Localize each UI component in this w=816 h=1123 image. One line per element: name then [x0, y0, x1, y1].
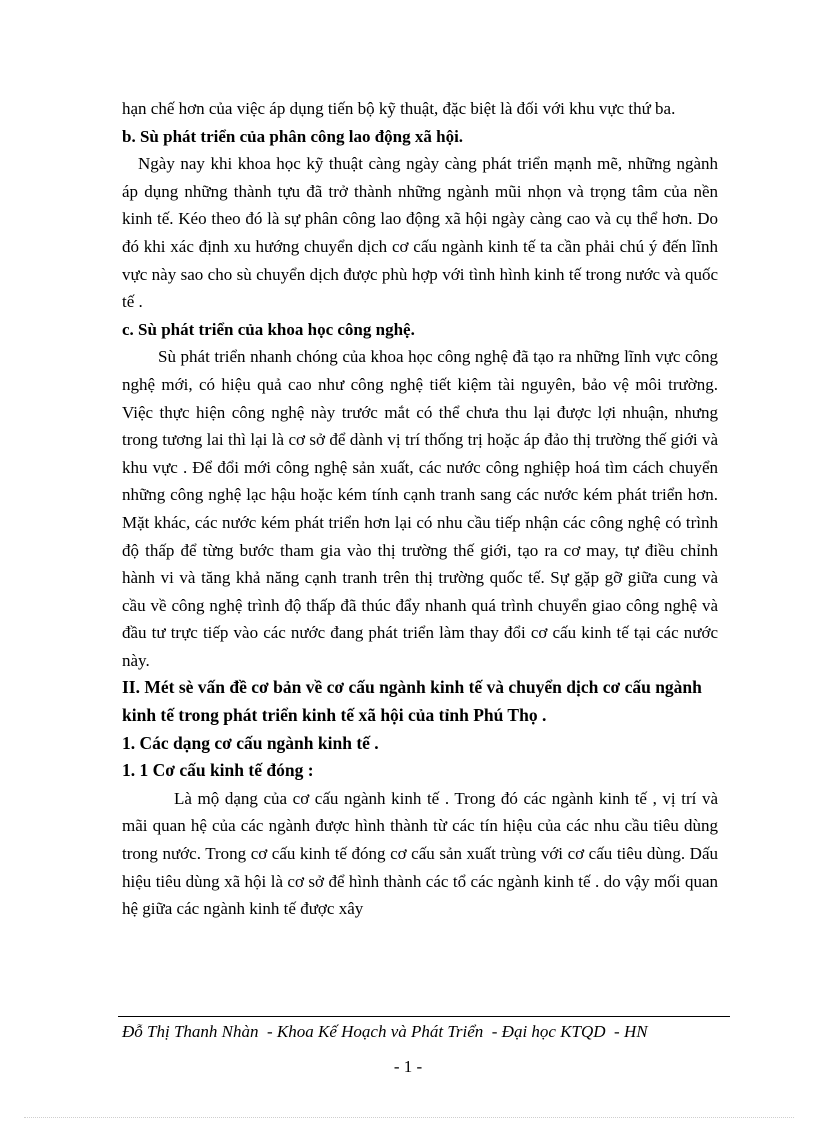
paragraph-1-1: Là mộ dạng của cơ cấu ngành kinh tế . Trong đó các ngành kinh tế , vị trí và mãi quan hệ của các ngành được hình thành từ các tín hiệu của các nhu cầu tiêu dùng trong nước. Trong cơ cấu kinh tế đóng cơ cấu sản xuất trùng với cơ cấu tiêu dùng. Dấu hiệu tiêu dùng xã hội là cơ sở để hình thành các tổ các ngành kinh tế . do vậy mối quan hệ giữa các ngành kinh tế được xây [122, 788, 718, 919]
footer-divider [118, 1016, 730, 1017]
paragraph-b: Ngày nay khi khoa học kỹ thuật càng ngày càng phát triển mạnh mẽ, những ngành áp dụng những thành tựu đã trở thành những ngành mũi nhọn và trọng tâm của nền kinh tế. Kéo theo đó là sự phân công lao động xã hội ngày càng cao và cụ thể hơn. Do đó khi xác định xu hướng chuyển dịch cơ cấu ngành kinh tế ta cần phải chú ý đến lĩnh vực này sao cho sù chuyển dịch được phù hợp với tình hình kinh tế trong nước và quốc tế . [122, 154, 718, 312]
page-number: - 1 - [393, 1057, 423, 1076]
heading-c: c. Sù phát triển của khoa học công nghệ. [122, 319, 415, 339]
heading-1: 1. Các dạng cơ cấu ngành kinh tế . [122, 732, 379, 753]
page-bottom-border [24, 1117, 794, 1118]
heading-b: b. Sù phát triển của phân công lao động xã hội. [122, 126, 464, 146]
footer-text: Đỗ Thị Thanh Nhàn - Khoa Kế Hoạch và Phát Triển - Đại học KTQD - HN [122, 1022, 648, 1041]
page-body [122, 95, 718, 923]
heading-section-ii: II. Mét sè vấn đề cơ bản về cơ cấu ngành kinh tế và chuyển dịch cơ cấu ngành kinh tế trong phát triển kinh tế xã hội của tỉnh Phú Thọ . [122, 677, 702, 726]
paragraph-continued: hạn chế hơn của việc áp dụng tiến bộ kỹ thuật, đặc biệt là đối với khu vực thứ ba. [122, 99, 676, 118]
heading-1-1: 1. 1 Cơ cấu kinh tế đóng : [122, 760, 314, 781]
paragraph-c: Sù phát triển nhanh chóng của khoa học công nghệ đã tạo ra những lĩnh vực công nghệ mới, có hiệu quả cao như công nghệ tiết kiệm tài nguyên, bảo vệ môi trường. Việc thực hiện công nghệ này trước mắt có thể chưa thu lại được lợi nhuận, nhưng trong tương lai thì lại là cơ sở để dành vị trí thống trị hoặc áp đảo thị trường thế giới và khu vực . Để đổi mới công nghệ sản xuất, các nước công nghiệp hoá tìm cách chuyển những công nghệ lạc hậu hoặc kém tính cạnh tranh sang các nước kém phát triển hơn. Mặt khác, các nước kém phát triển hơn lại có nhu cầu tiếp nhận các công nghệ có trình độ thấp để từng bước tham gia vào thị trường thế giới, tạo ra cơ may, tự điều chỉnh hành vi và tăng khả năng cạnh tranh trên thị trường quốc tế. Sự gặp gỡ giữa cung và cầu về công nghệ trình độ thấp đã thúc đẩy nhanh quá trình chuyển giao công nghệ và đầu tư trực tiếp vào các nước đang phát triển làm thay đổi cơ cấu kinh tế tại các nước này. [122, 347, 718, 670]
